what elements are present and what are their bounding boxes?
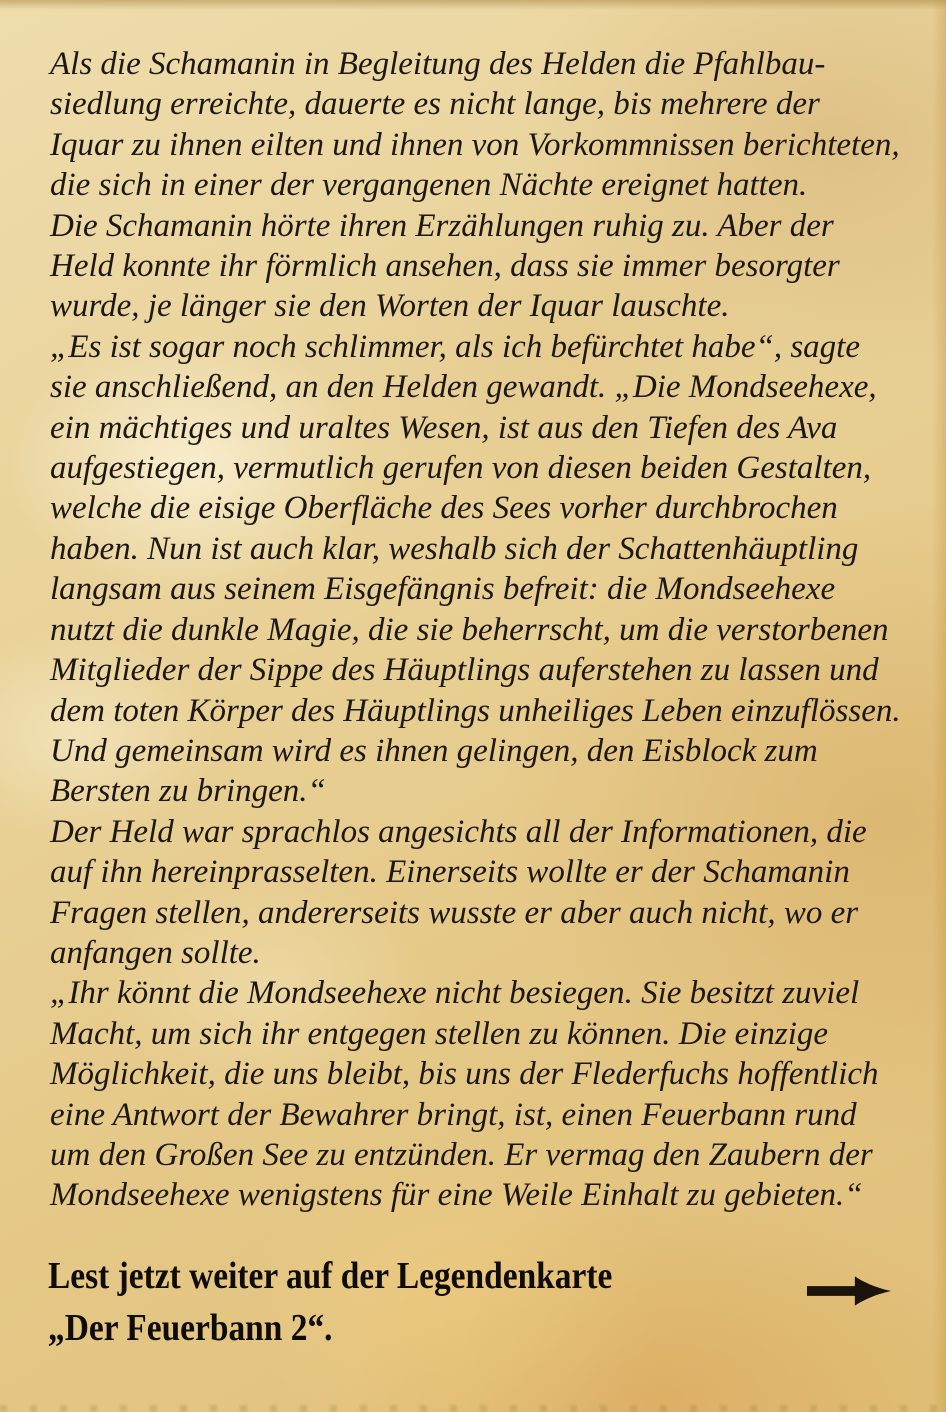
cutoff-text-marks bbox=[0, 1405, 946, 1412]
continuation-line-1: Lest jetzt weiter auf der Legendenkarte bbox=[48, 1255, 613, 1297]
story-line: welche die eisige Oberfläche des Sees vorher durchbrochen bbox=[50, 490, 838, 527]
continuation-note bbox=[48, 1250, 908, 1354]
story-line: Und gemeinsam wird es ihnen gelingen, den Eisblock zum bbox=[50, 732, 818, 769]
story-line: Macht, um sich ihr entgegen stellen zu können. Die einzige bbox=[50, 1015, 829, 1052]
continuation-text bbox=[48, 1250, 805, 1354]
story-line: anfangen sollte. bbox=[50, 934, 261, 971]
story-line: Fragen stellen, andererseits wusste er aber auch nicht, wo er bbox=[50, 894, 859, 931]
story-line: wurde, je länger sie den Worten der Iquar lauschte. bbox=[50, 288, 730, 325]
story-line: sie anschließend, an den Helden gewandt. „Die Mondseehexe, bbox=[50, 369, 877, 406]
story-line: aufgestiegen, vermutlich gerufen von diesen beiden Gestalten, bbox=[50, 450, 872, 487]
story-line: dem toten Körper des Häuptlings unheiliges Leben einzuflössen. bbox=[50, 692, 901, 729]
story-line: eine Antwort der Bewahrer bringt, ist, einen Feuerbann rund bbox=[50, 1096, 857, 1133]
story-line: Der Held war sprachlos angesichts all der Informationen, die bbox=[50, 813, 867, 850]
story-line: die sich in einer der vergangenen Nächte ereignet hatten. bbox=[50, 167, 808, 204]
story-line: langsam aus seinem Eisgefängnis befreit: die Mondseehexe bbox=[50, 571, 836, 608]
story-line: haben. Nun ist auch klar, weshalb sich der Schattenhäuptling bbox=[50, 530, 859, 567]
story-line: ein mächtiges und uraltes Wesen, ist aus den Tiefen des Ava bbox=[50, 409, 838, 446]
story-line: „Ihr könnt die Mondseehexe nicht besiegen. Sie besitzt zuviel bbox=[50, 975, 860, 1012]
story-line: Die Schamanin hörte ihren Erzählungen ruhig zu. Aber der bbox=[50, 207, 834, 244]
story-line: Als die Schamanin in Begleitung des Helden die Pfahlbau- bbox=[50, 46, 826, 82]
story-line: auf ihn hereinprasselten. Einerseits wollte er der Schamanin bbox=[50, 854, 850, 891]
story-line: Mondseehexe wenigstens für eine Weile Einhalt zu gebieten.“ bbox=[50, 1177, 863, 1214]
arrow-right-icon bbox=[805, 1272, 893, 1310]
story-line: „Es ist sogar noch schlimmer, als ich befürchtet habe“, sagte bbox=[50, 328, 860, 365]
story-line: nutzt die dunkle Magie, die sie beherrscht, um die verstorbenen bbox=[50, 611, 889, 648]
story-line: Iquar zu ihnen eilten und ihnen von Vorkommnissen berichteten, bbox=[50, 126, 900, 163]
story-line: siedlung erreichte, dauerte es nicht lange, bis mehrere der bbox=[50, 86, 820, 123]
story-line: Mitglieder der Sippe des Häuptlings auferstehen zu lassen und bbox=[50, 652, 879, 689]
story-line: Held konnte ihr förmlich ansehen, dass sie immer besorgter bbox=[50, 248, 840, 285]
story-line: um den Großen See zu entzünden. Er vermag den Zaubern der bbox=[50, 1136, 873, 1173]
continuation-line-2: „Der Feuerbann 2“. bbox=[48, 1307, 333, 1349]
story-line: Möglichkeit, die uns bleibt, bis uns der Flederfuchs hoffentlich bbox=[50, 1056, 879, 1093]
story-line: Bersten zu bringen.“ bbox=[50, 773, 326, 810]
